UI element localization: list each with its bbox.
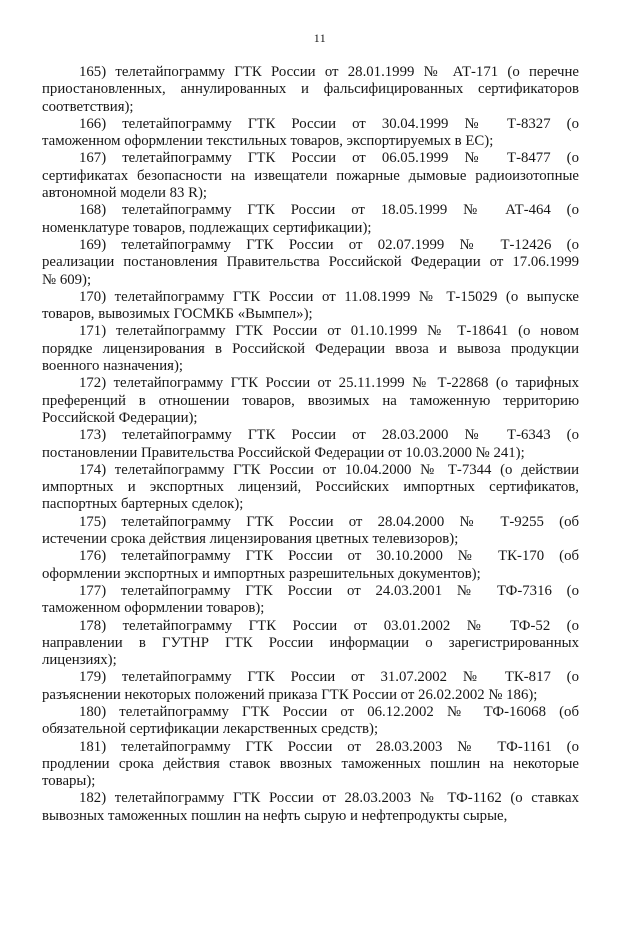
text-line: 179) телетайпограмму ГТК России от 31.07.2002 № ТК-817 (о [79, 669, 579, 686]
list-item [42, 427, 579, 462]
text-line: постановлении Правительства Российской Федерации от 10.03.2000 № 241); [42, 444, 525, 461]
text-line: оформлении экспортных и импортных разрешительных документов); [42, 565, 481, 582]
text-line: товаров, вывозимых ГОСМКБ «Вымпел»); [42, 306, 313, 323]
list-item [42, 237, 579, 289]
text-line: номенклатуре товаров, подлежащих сертификации); [42, 219, 372, 236]
text-line: Российской Федерации); [42, 409, 198, 426]
text-line: 180) телетайпограмму ГТК России от 06.12.2002 № ТФ-16068 (об [79, 703, 579, 720]
text-line: вывозных таможенных пошлин на нефть сырую и нефтепродукты сырые, [42, 807, 508, 824]
text-line: 173) телетайпограмму ГТК России от 28.03.2000 № Т-6343 (о [79, 427, 579, 444]
text-line: 171) телетайпограмму ГТК России от 01.10.1999 № Т-18641 (о новом [79, 323, 579, 340]
text-line: порядке лицензирования в Российской Федерации ввоза и вывоза продукции [42, 340, 579, 357]
text-line: военного назначения); [42, 358, 183, 375]
text-line: таможенном оформлении текстильных товаров, экспортируемых в ЕС); [42, 133, 494, 150]
text-line: лицензиях); [42, 652, 117, 669]
list-item [42, 548, 579, 583]
text-line: 178) телетайпограмму ГТК России от 03.01.2002 № ТФ-52 (о [79, 617, 579, 634]
text-line: 165) телетайпограмму ГТК России от 28.01.1999 № АТ-171 (о перечне [79, 64, 579, 80]
list-item [42, 462, 579, 514]
text-line: 175) телетайпограмму ГТК России от 28.04.2000 № Т-9255 (об [79, 513, 579, 530]
text-line: разъяснении некоторых положений приказа ГТК России от 26.02.2002 № 186); [42, 686, 538, 703]
text-line: автономной модели 83 R); [42, 185, 208, 202]
list-item [42, 583, 579, 618]
text-line: 181) телетайпограмму ГТК России от 28.03.2003 № ТФ-1161 (о [79, 738, 579, 755]
text-line: 166) телетайпограмму ГТК России от 30.04.1999 № Т-8327 (о [79, 115, 579, 132]
list-item [42, 64, 579, 116]
list-item [42, 375, 579, 427]
text-line: 174) телетайпограмму ГТК России от 10.04.2000 № Т-7344 (о действии [79, 461, 579, 478]
list-item [42, 150, 579, 202]
page-number: 11 [313, 31, 327, 45]
text-line: 177) телетайпограмму ГТК России от 24.03.2001 № ТФ-7316 (о [79, 582, 579, 599]
numbered-item-list [42, 64, 579, 825]
list-item [42, 323, 579, 375]
text-line: направлении в ГУТНР ГТК России информации о зарегистрированных [42, 634, 579, 651]
text-line: 169) телетайпограмму ГТК России от 02.07.1999 № Т-12426 (о [79, 236, 579, 253]
list-item [42, 618, 579, 670]
text-line: № 609); [42, 271, 92, 288]
list-item [42, 202, 579, 237]
text-line: 170) телетайпограмму ГТК России от 11.08.1999 № Т-15029 (о выпуске [79, 288, 579, 305]
text-line: реализации постановления Правительства Российской Федерации от 17.06.1999 [42, 254, 579, 271]
document-page [0, 32, 640, 932]
text-line: 182) телетайпограмму ГТК России от 28.03.2003 № ТФ-1162 (о ставках [79, 790, 579, 807]
text-line: приостановленных, аннулированных и фальсифицированных сертификаторов [42, 81, 579, 98]
list-item [42, 704, 579, 739]
list-item [42, 514, 579, 549]
text-line: 167) телетайпограмму ГТК России от 06.05.1999 № Т-8477 (о [79, 150, 579, 167]
text-line: 176) телетайпограмму ГТК России от 30.10.2000 № ТК-170 (об [79, 548, 579, 565]
list-item [42, 669, 579, 704]
text-line: продлении срока действия ставок ввозных таможенных пошлин на некоторые [42, 755, 579, 772]
list-item [42, 289, 579, 324]
list-item [42, 116, 579, 151]
text-line: преференций в отношении товаров, ввозимых на таможенную территорию [42, 392, 579, 409]
list-item [42, 739, 579, 791]
list-item [42, 790, 579, 825]
text-line: импортных и экспортных лицензий, Российских импортных сертификатов, [42, 479, 579, 496]
text-line: обязательной сертификации лекарственных средств); [42, 721, 379, 738]
text-line: 168) телетайпограмму ГТК России от 18.05.1999 № АТ-464 (о [79, 202, 579, 219]
text-line: товары); [42, 773, 96, 790]
text-line: таможенном оформлении товаров); [42, 600, 265, 617]
text-line: 172) телетайпограмму ГТК России от 25.11.1999 № Т-22868 (о тарифных [79, 375, 579, 392]
text-line: истечении срока действия лицензирования цветных телевизоров); [42, 531, 459, 548]
text-line: паспортных бартерных сделок); [42, 496, 244, 513]
text-line: сертификатах безопасности на извещатели пожарные дымовые радиоизотопные [42, 167, 579, 184]
text-line: соответствия); [42, 98, 134, 115]
